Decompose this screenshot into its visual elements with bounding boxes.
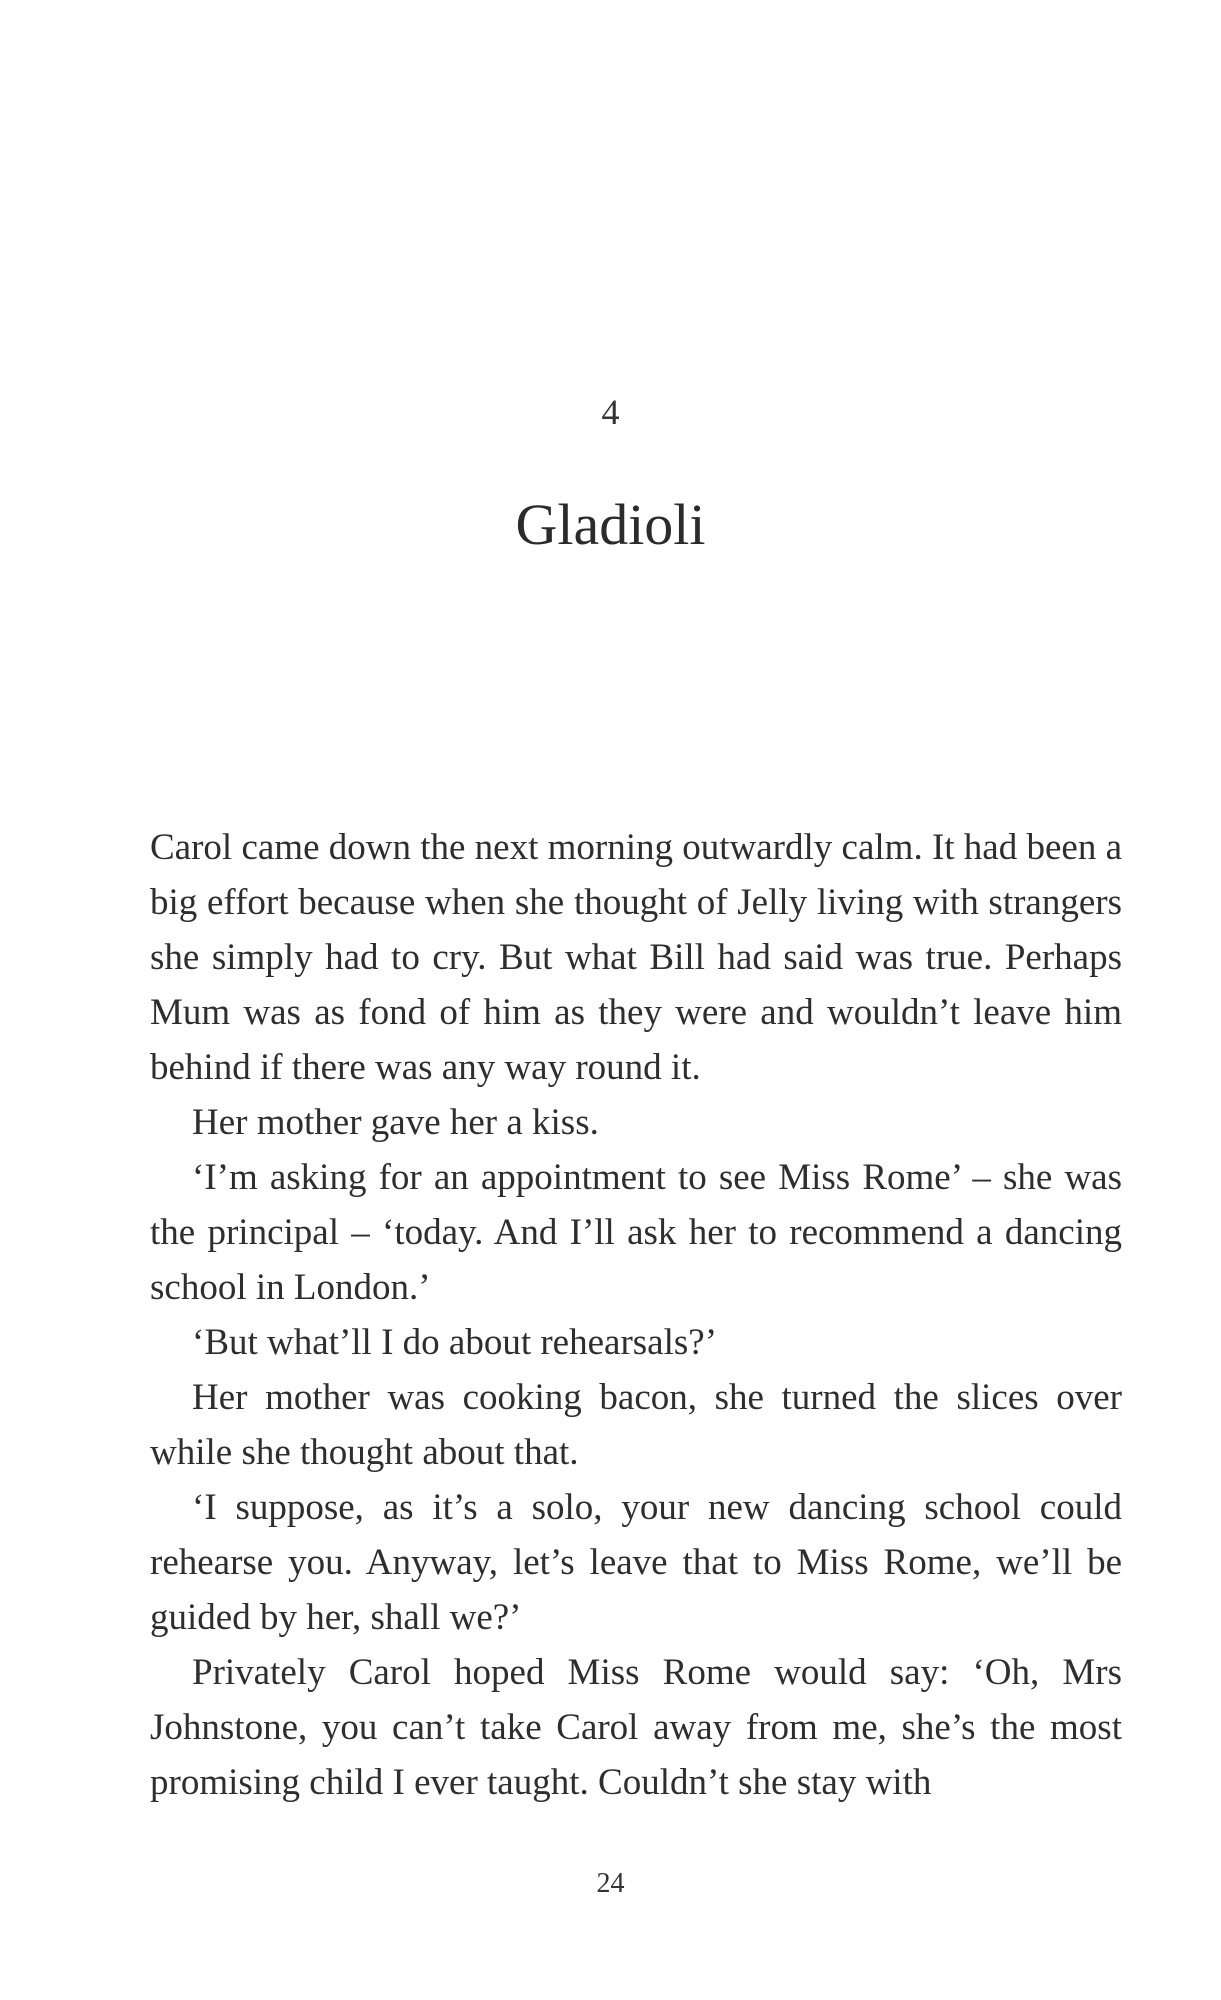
paragraph: Her mother gave her a kiss.	[192, 1102, 599, 1143]
paragraph: Her mother was cooking bacon, she turned the slices over while she thought about that.	[150, 1377, 1122, 1473]
paragraph: ‘But what’ll I do about rehearsals?’	[192, 1322, 718, 1363]
chapter-number: 4	[601, 392, 620, 432]
body-text	[150, 820, 1122, 1810]
paragraph: Carol came down the next morning outwardly calm. It had been a big effort because when she thought of Jelly living with strangers she simply had to cry. But what Bill had said was true. Perhaps Mum was as fond of him as they were and wouldn’t leave him behind if there was any way round it.	[150, 827, 1122, 1088]
paragraph: ‘I’m asking for an appointment to see Miss Rome’ – she was the principal – ‘today. And I’ll ask her to recommend a dancing school in London.’	[150, 1157, 1122, 1308]
paragraph: ‘I suppose, as it’s a solo, your new dancing school could rehearse you. Anyway, let’s leave that to Miss Rome, we’ll be guided by her, shall we?’	[150, 1487, 1122, 1638]
chapter-title: Gladioli	[515, 492, 706, 557]
page-number: 24	[596, 1868, 625, 1899]
paragraph: Privately Carol hoped Miss Rome would say: ‘Oh, Mrs Johnstone, you can’t take Carol away from me, she’s the most promising child I ever taught. Couldn’t she stay with	[150, 1652, 1122, 1803]
